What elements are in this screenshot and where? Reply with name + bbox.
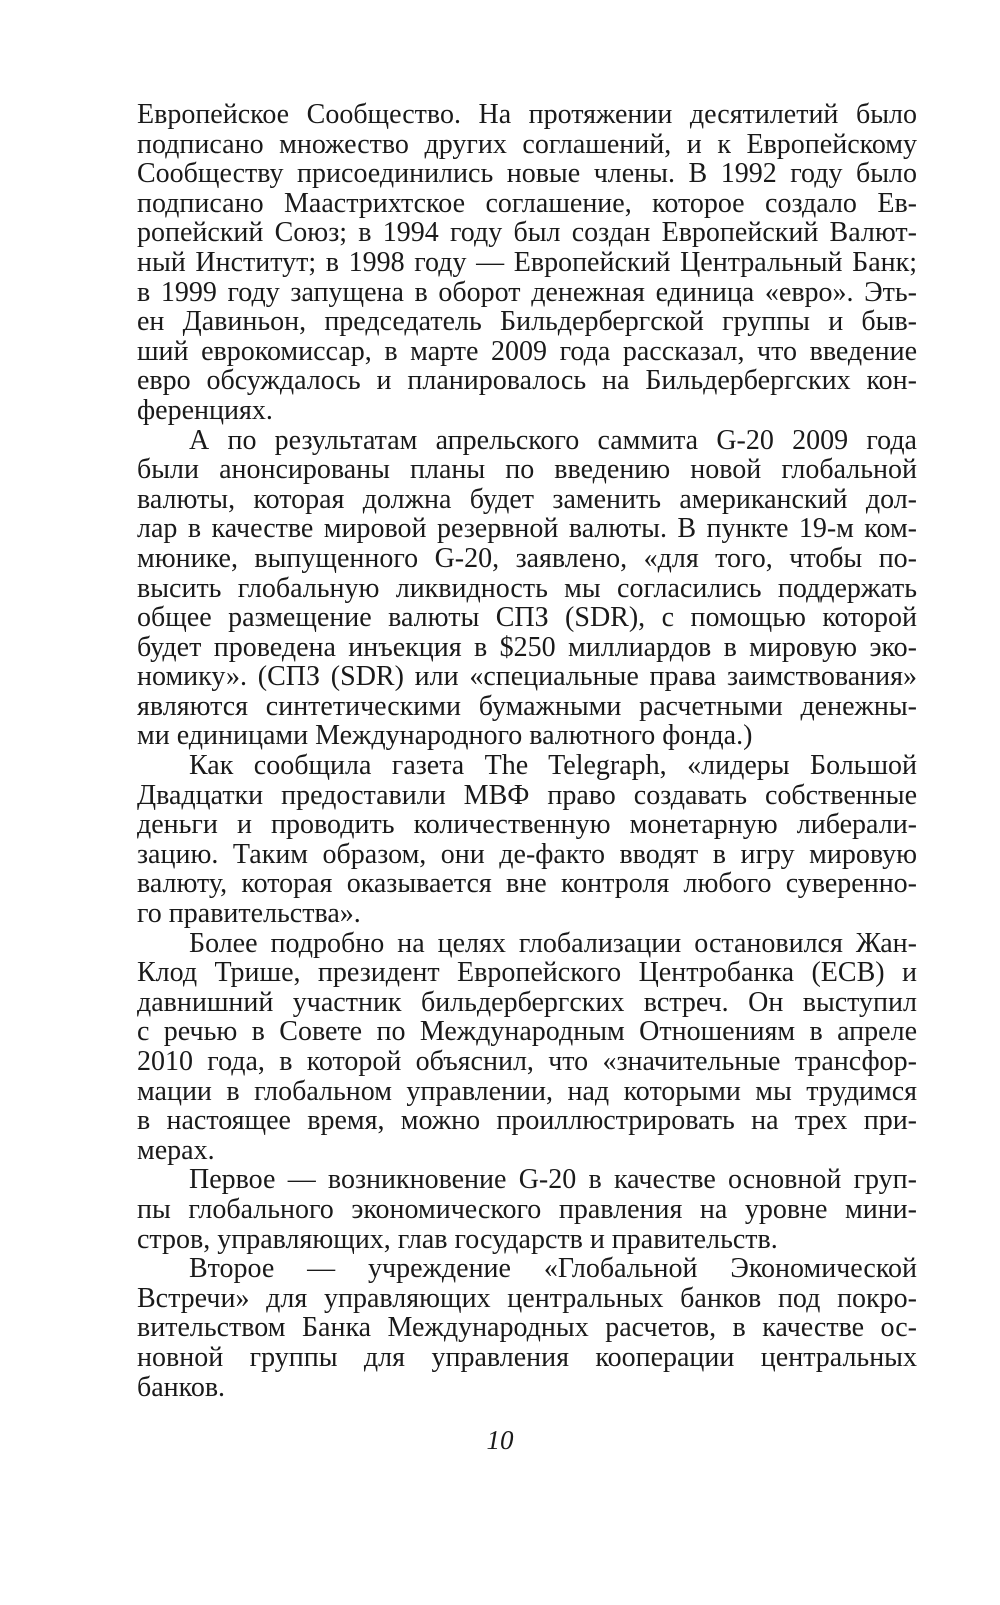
text-line: лар в качестве мировой резервной валюты. В пункте 19-м ком- (137, 513, 917, 545)
paragraph (137, 751, 917, 929)
text-line: мерах. (137, 1134, 215, 1166)
text-line: Второе — учреждение «Глобальной Экономической (189, 1253, 917, 1285)
text-line: ропейский Союз; в 1994 году был создан Европейский Валют- (137, 217, 917, 249)
text-line: Двадцатки предоставили МВФ право создавать собственные (137, 779, 917, 811)
paragraph (137, 426, 917, 752)
text-line: Европейское Сообщество. На протяжении десятилетий было (137, 99, 917, 130)
paragraph (137, 929, 917, 1166)
text-line: зацию. Таким образом, они де-факто вводят в игру мировую (137, 838, 917, 870)
text-line: валюты, которая должна будет заменить американский дол- (137, 483, 917, 515)
text-line: вительством Банка Международных расчетов, в качестве ос- (137, 1312, 917, 1344)
text-line: пы глобального экономического правления на уровне мини- (137, 1193, 917, 1225)
text-line: ший еврокомиссар, в марте 2009 года рассказал, что введение (137, 335, 917, 367)
text-line: мации в глобальном управлении, над которыми мы трудимся (137, 1075, 917, 1107)
text-line: в настоящее время, можно проиллюстрировать на трех при- (137, 1105, 917, 1137)
text-line: валюту, которая оказывается вне контроля любого суверенно- (137, 868, 917, 900)
paragraph (137, 1165, 917, 1254)
text-line: ен Давиньон, председатель Бильдербергской группы и быв- (137, 306, 917, 338)
text-line: мюнике, выпущенного G-20, заявлено, «для того, чтобы по- (137, 542, 917, 574)
text-line: Клод Трише, президент Европейского Центробанка (ЕСВ) и (137, 957, 917, 989)
text-line: евро обсуждалось и планировалось на Бильдербергских кон- (137, 365, 917, 397)
text-line: будет проведена инъекция в $250 миллиардов в мировую эко- (137, 631, 917, 663)
text-line: номику». (СПЗ (SDR) или «специальные права заимствования» (137, 661, 917, 693)
text-line: с речью в Совете по Международным Отношениям в апреле (137, 1016, 917, 1048)
text-line: давнишний участник бильдербергских встреч. Он выступил (137, 986, 917, 1018)
text-line: банков. (137, 1371, 226, 1403)
text-line: общее размещение валюты СПЗ (SDR), с помощью которой (137, 602, 917, 634)
text-line: высить глобальную ликвидность мы согласились поддержать (137, 572, 917, 604)
text-line: подписано Маастрихтское соглашение, которое создало Ев- (137, 187, 917, 219)
text-line: 2010 года, в которой объяснил, что «значительные трансфор- (137, 1046, 917, 1077)
text-line: стров, управляющих, глав государств и правительств. (137, 1223, 778, 1255)
text-line: подписано множество других соглашений, и к Европейскому (137, 128, 917, 160)
text-line: деньги и проводить количественную монетарную либерали- (137, 809, 917, 841)
text-line: Первое — возникновение G-20 в качестве основной груп- (189, 1164, 917, 1196)
page-number: 10 (486, 1425, 514, 1455)
text-line: новной группы для управления кооперации центральных (137, 1341, 917, 1373)
text-line: ми единицами Международного валютного фонда.) (137, 720, 753, 752)
text-line: Сообществу присоединились новые члены. В 1992 году было (137, 158, 917, 190)
text-line: Более подробно на целях глобализации остановился Жан- (189, 927, 917, 959)
text-line: ный Институт; в 1998 году — Европейский Центральный Банк; (137, 246, 917, 278)
body-text (137, 100, 917, 1402)
paragraph (137, 1254, 917, 1402)
text-line: ференциях. (137, 394, 273, 426)
text-line: А по результатам апрельского саммита G-20 2009 года (189, 424, 917, 456)
text-line: в 1999 году запущена в оборот денежная единица «евро». Эть- (137, 276, 917, 308)
text-line: го правительства». (137, 898, 361, 930)
text-line: являются синтетическими бумажными расчетными денежны- (137, 690, 917, 722)
text-line: Как сообщила газета The Telegraph, «лидеры Большой (189, 750, 917, 782)
paragraph (137, 100, 917, 426)
text-line: Встречи» для управляющих центральных банков под покро- (137, 1282, 917, 1314)
text-line: были анонсированы планы по введению новой глобальной (137, 454, 917, 486)
